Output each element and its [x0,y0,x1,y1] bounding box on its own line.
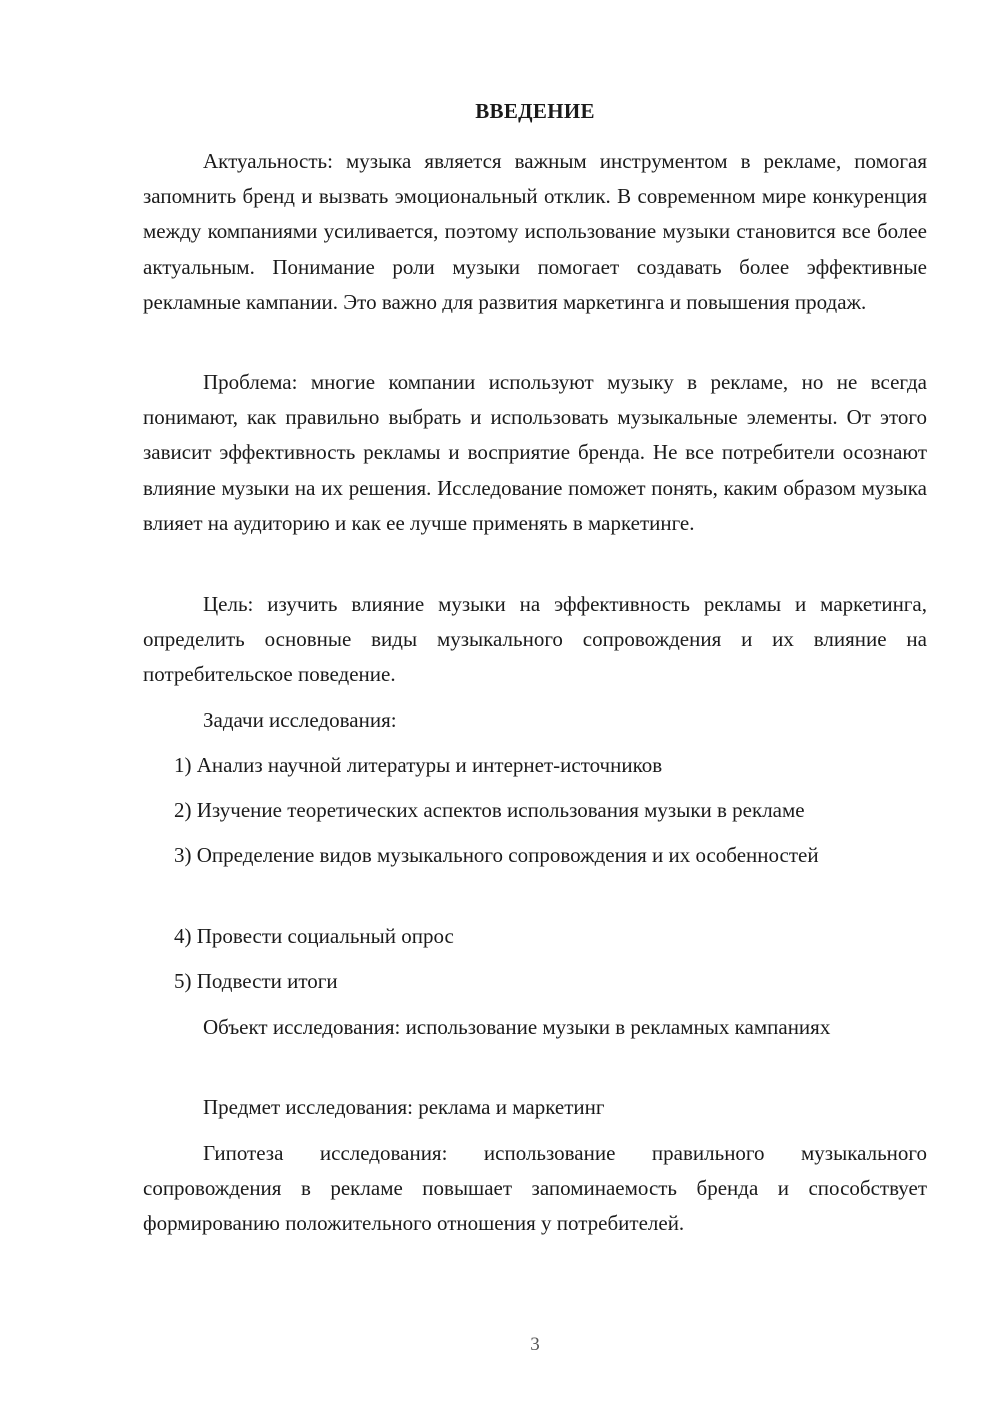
paragraph-tasks-heading: Задачи исследования: [203,708,397,732]
paragraph-hypothesis: Гипотеза исследования: использование правильного музыкального сопровождения в рекламе повышает запоминаемость бренда и способствует формированию положительного отношения у потребителей. [143,1141,927,1236]
list-item: 1) Анализ научной литературы и интернет-источников [174,753,663,777]
page-number: 3 [530,1334,540,1355]
list-item: 2) Изучение теоретических аспектов использования музыки в рекламе [174,798,805,822]
paragraph-problem: Проблема: многие компании используют музыку в рекламе, но не всегда понимают, как правильно выбрать и использовать музыкальные элементы. От этого зависит эффективность рекламы и восприятие бренда. Не все потребители осознают влияние музыки на их решения. Исследование поможет понять, каким образом музыка влияет на аудиторию и как ее лучше применять в маркетинге. [143,370,927,535]
paragraph-relevance: Актуальность: музыка является важным инструментом в рекламе, помогая запомнить бренд и вызвать эмоциональный отклик. В современном мире конкуренция между компаниями усиливается, поэтому использование музыки становится все более актуальным. Понимание роли музыки помогает создавать более эффективные рекламные кампании. Это важно для развития маркетинга и повышения продаж. [143,149,927,314]
list-item: 4) Провести социальный опрос [174,924,454,948]
paragraph-goal: Цель: изучить влияние музыки на эффективность рекламы и маркетинга, определить основные виды музыкального сопровождения и их влияние на потребительское поведение. [143,592,927,687]
document-page [143,0,927,1414]
list-item: 3) Определение видов музыкального сопровождения и их особенностей [174,843,819,867]
list-item: 5) Подвести итоги [174,969,338,993]
paragraph-subject: Предмет исследования: реклама и маркетинг [203,1095,605,1119]
page-title: ВВЕДЕНИЕ [475,99,595,123]
paragraph-object: Объект исследования: использование музыки в рекламных кампаниях [203,1015,831,1039]
